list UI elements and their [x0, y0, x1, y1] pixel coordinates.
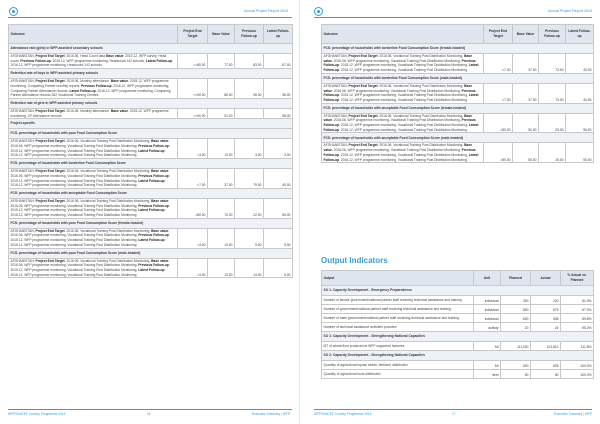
group-row: [9, 98, 293, 108]
latest-cell: 98.00: [264, 108, 293, 118]
group-title: FCS: percentage of households with poor Food Consumption Score (female-headed): [9, 218, 293, 228]
group-title: FCS: percentage of households with poor Food Consumption Score (male-headed): [9, 248, 293, 258]
base-cell: 50.00: [513, 113, 539, 133]
previous-cell: 79.00: [235, 169, 264, 189]
group-row: [322, 133, 594, 143]
planned-cell: 111,000: [501, 342, 531, 351]
base-cell: 88.00: [208, 79, 235, 99]
previous-cell: 15.00: [539, 143, 566, 163]
table-row: [322, 113, 594, 133]
latest-cell: 5.00: [264, 228, 293, 248]
unit-cell: individual: [474, 314, 501, 323]
col-latest: Latest Follow-up: [566, 25, 594, 44]
unit-cell: individual: [474, 305, 501, 314]
base-cell: 13.00: [208, 139, 235, 159]
table-row: [322, 323, 594, 332]
group-row: [9, 218, 293, 228]
col-target: Project End Target: [178, 25, 208, 44]
unit-cell: item: [474, 370, 501, 379]
previous-cell: 5.00: [235, 228, 264, 248]
footer-org: WFP/UNICEF Country Programme 2016: [8, 412, 66, 416]
footer-rule: [314, 409, 592, 410]
col-actual: Actual: [531, 271, 561, 286]
group-row: [9, 159, 293, 169]
group-row: [9, 69, 293, 79]
group-title: FCS: percentage of households with borderline Food Consumption Score (male-headed): [322, 73, 594, 83]
col-pct-actual-vs-planned: % Actual vs. Planned: [561, 271, 594, 286]
target-cell: >80.00: [178, 198, 208, 218]
target-cell: >=80.00: [178, 54, 208, 69]
output-cell: Number of technical assistance activities provided: [322, 323, 474, 332]
target-cell: <7.00: [484, 83, 513, 103]
base-cell: 91.00: [208, 108, 235, 118]
group-title: Retention rate of boys in WFP-assisted primary schools: [9, 69, 293, 79]
group-title: FCS: percentage of households with acceptable Food Consumption Score: [9, 188, 293, 198]
output-cell: Number of female government/national partner staff receiving technical assistance and training: [322, 296, 474, 305]
base-cell: 13.00: [208, 258, 235, 278]
pct-cell: 95.2%: [561, 323, 594, 332]
group-title: FCS: percentage of households with poor Food Consumption Score: [9, 129, 293, 139]
target-cell: <3.00: [178, 139, 208, 159]
header-rule: [8, 17, 292, 18]
target-cell: >80.00: [484, 143, 513, 163]
outcome-description: AFGHANISTAN, Project End Target: 2016.06, Vocational Training Post Distribution Monitoring, Base value: 2016.06, WFP programme monitoring, Vocational Training Post Distribution Monitoring, Previous Follow-up: 2015.12, WFP programme monitoring, Vocational Training Post Distribution Monitoring, Latest Follow-up: 2016.12, WFP programme monitoring, Vocational Training Post Distribution Monitoring: [9, 228, 178, 248]
outcome-description: AFGHANISTAN, Project End Target: 2016.06, Vocational Training Post Distribution Monitoring, Base value: 2016.06, WFP programme monitoring, Vocational Training Post Distribution Monitoring, Previous Follow-up: 2015.12, WFP programme monitoring, Vocational Training Post Distribution Monitoring, Latest Follow-up: 2016.12, WFP programme monitoring, Vocational Training Post Distribution Monitoring: [322, 113, 484, 133]
table-row: [9, 54, 293, 69]
outcome-description: AFGHANISTAN, Project End Target: 2016.06, Vocational Training Post Distribution Monitoring, Base value: 2016.06, WFP programme monitoring, Vocational Training Post Distribution Monitoring, Previous Follow-up: 2015.12, WFP programme monitoring, Vocational Training Post Distribution Monitoring, Latest Follow-up: 2016.12, WFP programme monitoring, Vocational Training Post Distribution Monitoring: [322, 54, 484, 74]
actual-cell: 679: [531, 305, 561, 314]
group-row: [9, 188, 293, 198]
footer-section: Executive Summary | WFP: [553, 412, 592, 416]
latest-cell: 40.00: [566, 54, 594, 74]
table-row: [322, 361, 594, 370]
actual-cell: 50: [531, 370, 561, 379]
previous-cell: 22.00: [235, 198, 264, 218]
col-unit: Unit: [474, 271, 501, 286]
table-row: [322, 342, 594, 351]
col-output: Output: [322, 271, 474, 286]
group-row: [322, 44, 594, 54]
outcome-description: AFGHANISTAN, Project End Target: 2016.06, Vocational Training Post Distribution Monitoring, Base value: 2016.06, WFP programme monitoring, Vocational Training Post Distribution Monitoring, Previous Follow-up: 2015.12, WFP programme monitoring, Vocational Training Post Distribution Monitoring, Latest Follow-up: 2016.12, WFP programme monitoring, Vocational Training Post Distribution Monitoring: [322, 143, 484, 163]
table-row: [322, 143, 594, 163]
group-row: [9, 119, 293, 129]
previous-cell: 3.00: [235, 139, 264, 159]
pct-cell: 111.8%: [561, 342, 594, 351]
pct-cell: 67.0%: [561, 305, 594, 314]
unit-cell: Mt: [474, 342, 501, 351]
base-cell: 70.00: [208, 198, 235, 218]
pct-cell: 100.0%: [561, 370, 594, 379]
col-planned: Planned: [501, 271, 531, 286]
previous-cell: 96.00: [235, 79, 264, 99]
base-cell: 37.00: [208, 169, 235, 189]
unit-cell: individual: [474, 296, 501, 305]
output-cell: Number of male government/national partner staff receiving technical assistance and training: [322, 314, 474, 323]
outcome-description: AFGHANISTAN, Project End Target: 2016.06, Head Count data Base value: 2015.12, WFP survey, Head count, Previous Follow-up: 2016.12, WFP programme monitoring, Headcount 142 schools, Latest Follow-up: 2016.12, WFP programme monitoring, Headcount 142 schools: [9, 54, 178, 69]
previous-cell: 25.00: [539, 113, 566, 133]
latest-cell: 5.00: [264, 258, 293, 278]
header-title: Annual Project Report 2015: [547, 9, 592, 13]
latest-cell: 55.00: [264, 198, 293, 218]
table-row: [9, 198, 293, 218]
group-title: FCS: percentage of households with borderline Food Consumption Score (female-headed): [322, 44, 594, 54]
latest-cell: 40.00: [264, 169, 293, 189]
footer-page-number: 17: [452, 412, 456, 416]
planned-cell: 800: [501, 305, 531, 314]
group-title: FCS: percentage of households with acceptable Food Consumption Score (male-headed): [322, 133, 594, 143]
output-cell: Quantity of agricultural tools distributed: [322, 370, 474, 379]
col-base: Base Value: [208, 25, 235, 44]
output-cell: Quantity of agricultural inputs/ seeds, fertilizer) distributed: [322, 361, 474, 370]
latest-cell: 98.00: [264, 79, 293, 99]
col-outcome: Outcome: [322, 25, 484, 44]
group-row: [322, 332, 594, 342]
col-base: Base Value: [513, 25, 539, 44]
table-row: [9, 169, 293, 189]
unit-cell: Mt: [474, 361, 501, 370]
col-previous: Previous Follow-up: [539, 25, 566, 44]
group-title: FCS: percentage of households with acceptable Food Consumption Score (female-headed): [322, 103, 594, 113]
outcome-description: AFGHANISTAN, Project End Target: 2016.06, Vocational Training Post Distribution Monitoring, Base value: 2016.06, WFP programme monitoring, Vocational Training Post Distribution Monitoring, Previous Follow-up: 2015.12, WFP programme monitoring, Vocational Training Post Distribution Monitoring, Latest Follow-up: 2016.12, WFP programme monitoring, Vocational Training Post Distribution Monitoring: [9, 139, 178, 159]
outcome-description: AFGHANISTAN, Project End Target: 2016.06, Vocational Training Post Distribution Monitoring, Base value: 2016.06, WFP programme monitoring, Vocational Training Post Distribution Monitoring, Previous Follow-up: 2015.12, WFP programme monitoring, Vocational Training Post Distribution Monitoring, Latest Follow-up: 2016.12, WFP programme monitoring, Vocational Training Post Distribution Monitoring: [9, 169, 178, 189]
unit-cell: activity: [474, 323, 501, 332]
table-row: [9, 79, 293, 99]
planned-cell: 20: [501, 323, 531, 332]
group-row: [322, 286, 594, 296]
group-title: FCS: percentage of households with borderline Food Consumption Score: [9, 159, 293, 169]
latest-cell: 55.00: [566, 113, 594, 133]
actual-cell: 123,810: [531, 342, 561, 351]
group-title: Project-specific: [9, 119, 293, 129]
wfp-logo-icon: [314, 7, 323, 16]
outcome-description: AFGHANISTAN, Project End Target: 2016.06, Monthly attendance, Base value: 2015.12, WFP programme monitoring, CP Attendance records: [9, 108, 178, 118]
header-title: Annual Project Report 2015: [243, 9, 288, 13]
table-row: [322, 370, 594, 379]
previous-cell: 73.00: [539, 83, 566, 103]
output-indicators-title: Output Indicators: [321, 256, 388, 265]
outcome-table-left: [8, 24, 293, 278]
group-row: [322, 103, 594, 113]
col-outcome: Outcome: [9, 25, 178, 44]
group-row: [9, 129, 293, 139]
previous-cell: [235, 108, 264, 118]
outcome-description: AFGHANISTAN, Project End Target: 2016.06, Vocational Training Post Distribution Monitoring, Base value: 2016.06, WFP programme monitoring, Vocational Training Post Distribution Monitoring, Previous Follow-up: 2015.12, WFP programme monitoring, Vocational Training Post Distribution Monitoring, Latest Follow-up: 2016.12, WFP programme monitoring, Vocational Training Post Distribution Monitoring: [9, 258, 178, 278]
previous-cell: 73.00: [539, 54, 566, 74]
previous-cell: 13.00: [235, 258, 264, 278]
output-cell: MT of wheat flour produced at WFP supported factories: [322, 342, 474, 351]
base-cell: 13.00: [208, 228, 235, 248]
group-row: [322, 73, 594, 83]
target-cell: <3.00: [178, 228, 208, 248]
actual-cell: 24: [531, 323, 561, 332]
table-row: [322, 296, 594, 305]
table-row: [322, 83, 594, 103]
right-page: [300, 0, 600, 424]
footer-page-number: 16: [147, 412, 151, 416]
planned-cell: 50: [501, 370, 531, 379]
footer-rule: [8, 409, 292, 410]
table-row: [322, 314, 594, 323]
outcome-description: AFGHANISTAN, Project End Target: 2016.06, Vocational Training Post Distribution Monitoring, Base value: 2016.06, WFP programme monitoring, Vocational Training Post Distribution Monitoring, Previous Follow-up: 2015.12, WFP programme monitoring, Vocational Training Post Distribution Monitoring, Latest Follow-up: 2016.12, WFP programme monitoring, Vocational Training Post Distribution Monitoring: [9, 198, 178, 218]
latest-cell: 3.00: [264, 139, 293, 159]
col-previous: Previous Follow-up: [235, 25, 264, 44]
pct-cell: 89.8%: [561, 314, 594, 323]
base-cell: 50.00: [513, 143, 539, 163]
actual-cell: 220: [531, 296, 561, 305]
group-row: [9, 248, 293, 258]
table-row: [9, 108, 293, 118]
actual-cell: 605: [531, 361, 561, 370]
latest-cell: 40.00: [566, 83, 594, 103]
group-title: Retention rate of girls in WFP-assisted primary schools: [9, 98, 293, 108]
planned-cell: 500: [501, 361, 531, 370]
target-cell: <7.00: [484, 54, 513, 74]
header-rule: [314, 17, 592, 18]
base-cell: 37.00: [513, 54, 539, 74]
base-cell: 37.00: [513, 83, 539, 103]
table-row: [9, 228, 293, 248]
group-row: [322, 351, 594, 361]
table-row: [9, 139, 293, 159]
target-cell: >=90.00: [178, 108, 208, 118]
col-target: Project End Target: [484, 25, 513, 44]
group-title: SO 1: Capacity Development - Strengthening National Capacities: [322, 332, 594, 342]
base-cell: 77.00: [208, 54, 235, 69]
planned-cell: 300: [501, 296, 531, 305]
pct-cell: 61.0%: [561, 296, 594, 305]
previous-cell: 83.00: [235, 54, 264, 69]
group-title: SO 2: Capacity Development - Strengthening National Capacities: [322, 351, 594, 361]
target-cell: >80.00: [484, 113, 513, 133]
planned-cell: 600: [501, 314, 531, 323]
outcome-table-right: [321, 24, 594, 163]
target-cell: <7.00: [178, 169, 208, 189]
footer-org: WFP/UNICEF Country Programme 2016: [314, 412, 372, 416]
group-title: Attendance rate (girls) in WFP-assisted secondary schools: [9, 44, 293, 54]
wfp-logo-icon: [9, 7, 18, 16]
col-latest: Latest Follow-up: [264, 25, 293, 44]
output-indicators-table: [321, 270, 594, 379]
outcome-description: AFGHANISTAN, Project End Target: 2016.06, Monthly attendance. Base value: 2015.12, WFP programme monitoring, Comparing Partner monthly reports, Previous Follow-up: 2016.12, WFP programme monitoring, Comparing Partner Attendance records, Latest Follow-up: 2016.12, WFP programme monitoring, Comparing Partner Attendance records 282 Vocational Training Centres: [9, 79, 178, 99]
actual-cell: 538: [531, 314, 561, 323]
table-row: [322, 305, 594, 314]
latest-cell: 87.00: [264, 54, 293, 69]
group-title: SO 1: Capacity Development - Emergency Preparedness: [322, 286, 594, 296]
table-row: [9, 258, 293, 278]
latest-cell: 55.00: [566, 143, 594, 163]
target-cell: <3.00: [178, 258, 208, 278]
footer-section: Executive Summary | WFP: [251, 412, 290, 416]
table-row: [322, 54, 594, 74]
group-row: [9, 44, 293, 54]
outcome-description: AFGHANISTAN, Project End Target: 2016.06, Vocational Training Post Distribution Monitoring, Base value: 2016.06, WFP programme monitoring, Vocational Training Post Distribution Monitoring, Previous Follow-up: 2015.12, WFP programme monitoring, Vocational Training Post Distribution Monitoring, Latest Follow-up: 2016.12, WFP programme monitoring, Vocational Training Post Distribution Monitoring: [322, 83, 484, 103]
output-cell: Number of government/national partner staff receiving technical assistance and training: [322, 305, 474, 314]
target-cell: >=90.00: [178, 79, 208, 99]
pct-cell: 100.0%: [561, 361, 594, 370]
